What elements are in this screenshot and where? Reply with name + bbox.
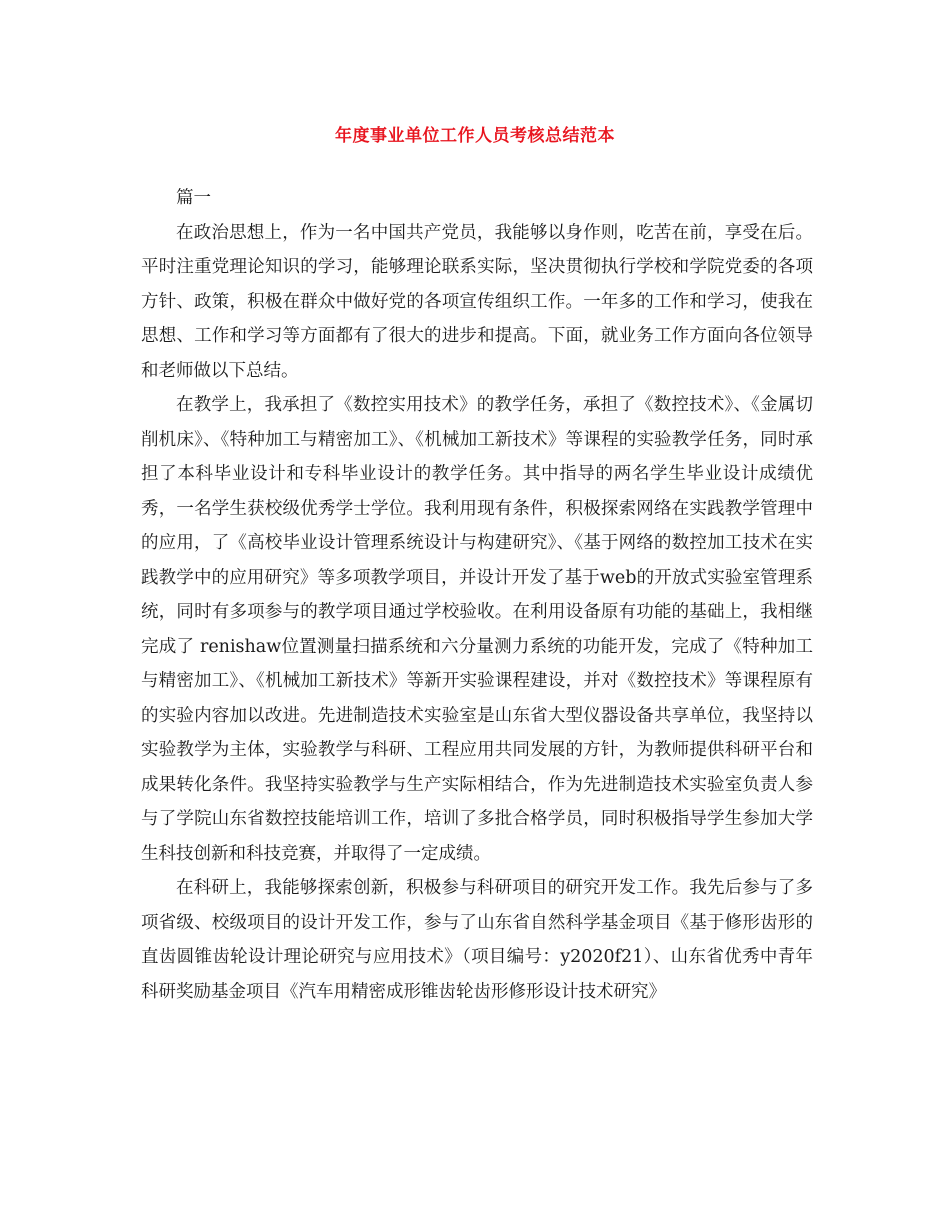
document-body <box>141 181 813 1009</box>
paragraph-teaching: 在教学上，我承担了《数控实用技术》的教学任务，承担了《数控技术》、《金属切削机床》、《特种加工与精密加工》、《机械加工新技术》等课程的实验教学任务，同时承担了本科毕业设计和专科毕业设计的教学任务。其中指导的两名学生毕业设计成绩优秀，一名学生获校级优秀学士学位。我利用现有条件，积极探索网络在实践教学管理中的应用，了《高校毕业设计管理系统设计与构建研究》、《基于网络的数控加工技术在实践教学中的应用研究》等多项教学项目，并设计开发了基于web的开放式实验室管理系统，同时有多项参与的教学项目通过学校验收。在利用设备原有功能的基础上，我相继完成了 renishaw位置测量扫描系统和六分量测力系统的功能开发，完成了《特种加工与精密加工》、《机械加工新技术》等新开实验课程建设，并对《数控技术》等课程原有的实验内容加以改进。先进制造技术实验室是山东省大型仪器设备共享单位，我坚持以实验教学为主体，实验教学与科研、工程应用共同发展的方针，为教师提供科研平台和成果转化条件。我坚持实验教学与生产实际相结合，作为先进制造技术实验室负责人参与了学院山东省数控技能培训工作，培训了多批合格学员，同时积极指导学生参加大学生科技创新和科技竞赛，并取得了一定成绩。 <box>141 395 813 864</box>
section-label: 篇一 <box>176 188 211 208</box>
paragraph-research: 在科研上，我能够探索创新，积极参与科研项目的研究开发工作。我先后参与了多项省级、校级项目的设计开发工作，参与了山东省自然科学基金项目《基于修形齿形的直齿圆锥齿轮设计理论研究与应用技术》（项目编号：y2020f21）、山东省优秀中青年科研奖励基金项目《汽车用精密成形锥齿轮齿形修形设计技术研究》 <box>141 878 813 1002</box>
document-title: 年度事业单位工作人员考核总结范本 <box>335 126 615 146</box>
paragraph-political: 在政治思想上，作为一名中国共产党员，我能够以身作则，吃苦在前，享受在后。平时注重党理论知识的学习，能够理论联系实际，坚决贯彻执行学校和学院党委的各项方针、政策，积极在群众中做好党的各项宣传组织工作。一年多的工作和学习，使我在思想、工作和学习等方面都有了很大的进步和提高。下面，就业务工作方面向各位领导和老师做以下总结。 <box>141 222 813 381</box>
